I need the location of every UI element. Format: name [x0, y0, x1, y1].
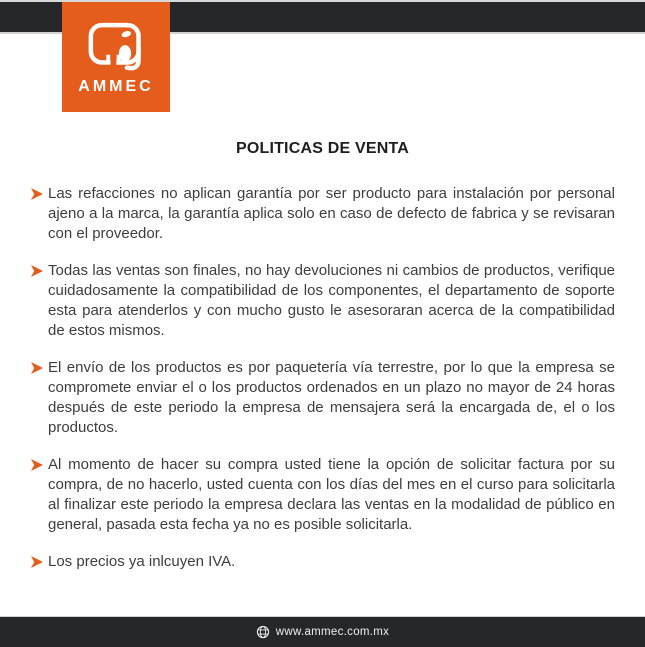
policy-text: Los precios ya inlcuyen IVA. [48, 553, 236, 570]
policy-text: Al momento de hacer su compra usted tiene la opción de solicitar factura por su compra, de no hacerlo, usted cuenta con los días del mes en el curso para solicitarla al finalizar este periodo la empresa declara las ventas en la modalidad de público en general, pasada esta fecha ya no es posible solicitarla. [48, 456, 615, 533]
page-title: POLITICAS DE VENTA [235, 140, 410, 157]
bullet-chevron-icon [31, 459, 43, 471]
bullet-chevron-icon [31, 362, 43, 374]
globe-icon [256, 625, 270, 639]
brand-wordmark: AMMEC [78, 78, 154, 95]
policy-item [31, 261, 615, 341]
policy-text: Las refacciones no aplican garantía por ser producto para instalación por personal ajeno a la marca, la garantía aplica solo en caso de defecto de fabrica y se revisaran con el proveedor. [48, 185, 615, 242]
footer-website-link[interactable]: www.ammec.com.mx [275, 626, 390, 638]
footer-bar [0, 616, 645, 647]
bullet-chevron-icon [31, 188, 43, 200]
policy-item [31, 358, 615, 438]
bullet-chevron-icon [31, 265, 43, 277]
policy-item [31, 455, 615, 535]
elephant-icon [87, 19, 145, 75]
brand-logo [62, 2, 170, 112]
policy-item [31, 184, 615, 244]
policy-list [31, 184, 615, 589]
bullet-chevron-icon [31, 556, 43, 568]
policy-text: El envío de los productos es por paquetería vía terrestre, por lo que la empresa se compromete enviar el o los productos ordenados en un plazo no mayor de 24 horas después de este periodo la empresa de mensajera será la encargada de, el o los productos. [48, 359, 615, 436]
policy-item [31, 552, 615, 572]
policy-text: Todas las ventas son finales, no hay devoluciones ni cambios de productos, verifique cuidadosamente la compatibilidad de los componentes, el departamento de soporte esta para atenderlos y con mucho gusto le asesoraran acerca de la compatibilidad de estos mismos. [48, 262, 615, 339]
